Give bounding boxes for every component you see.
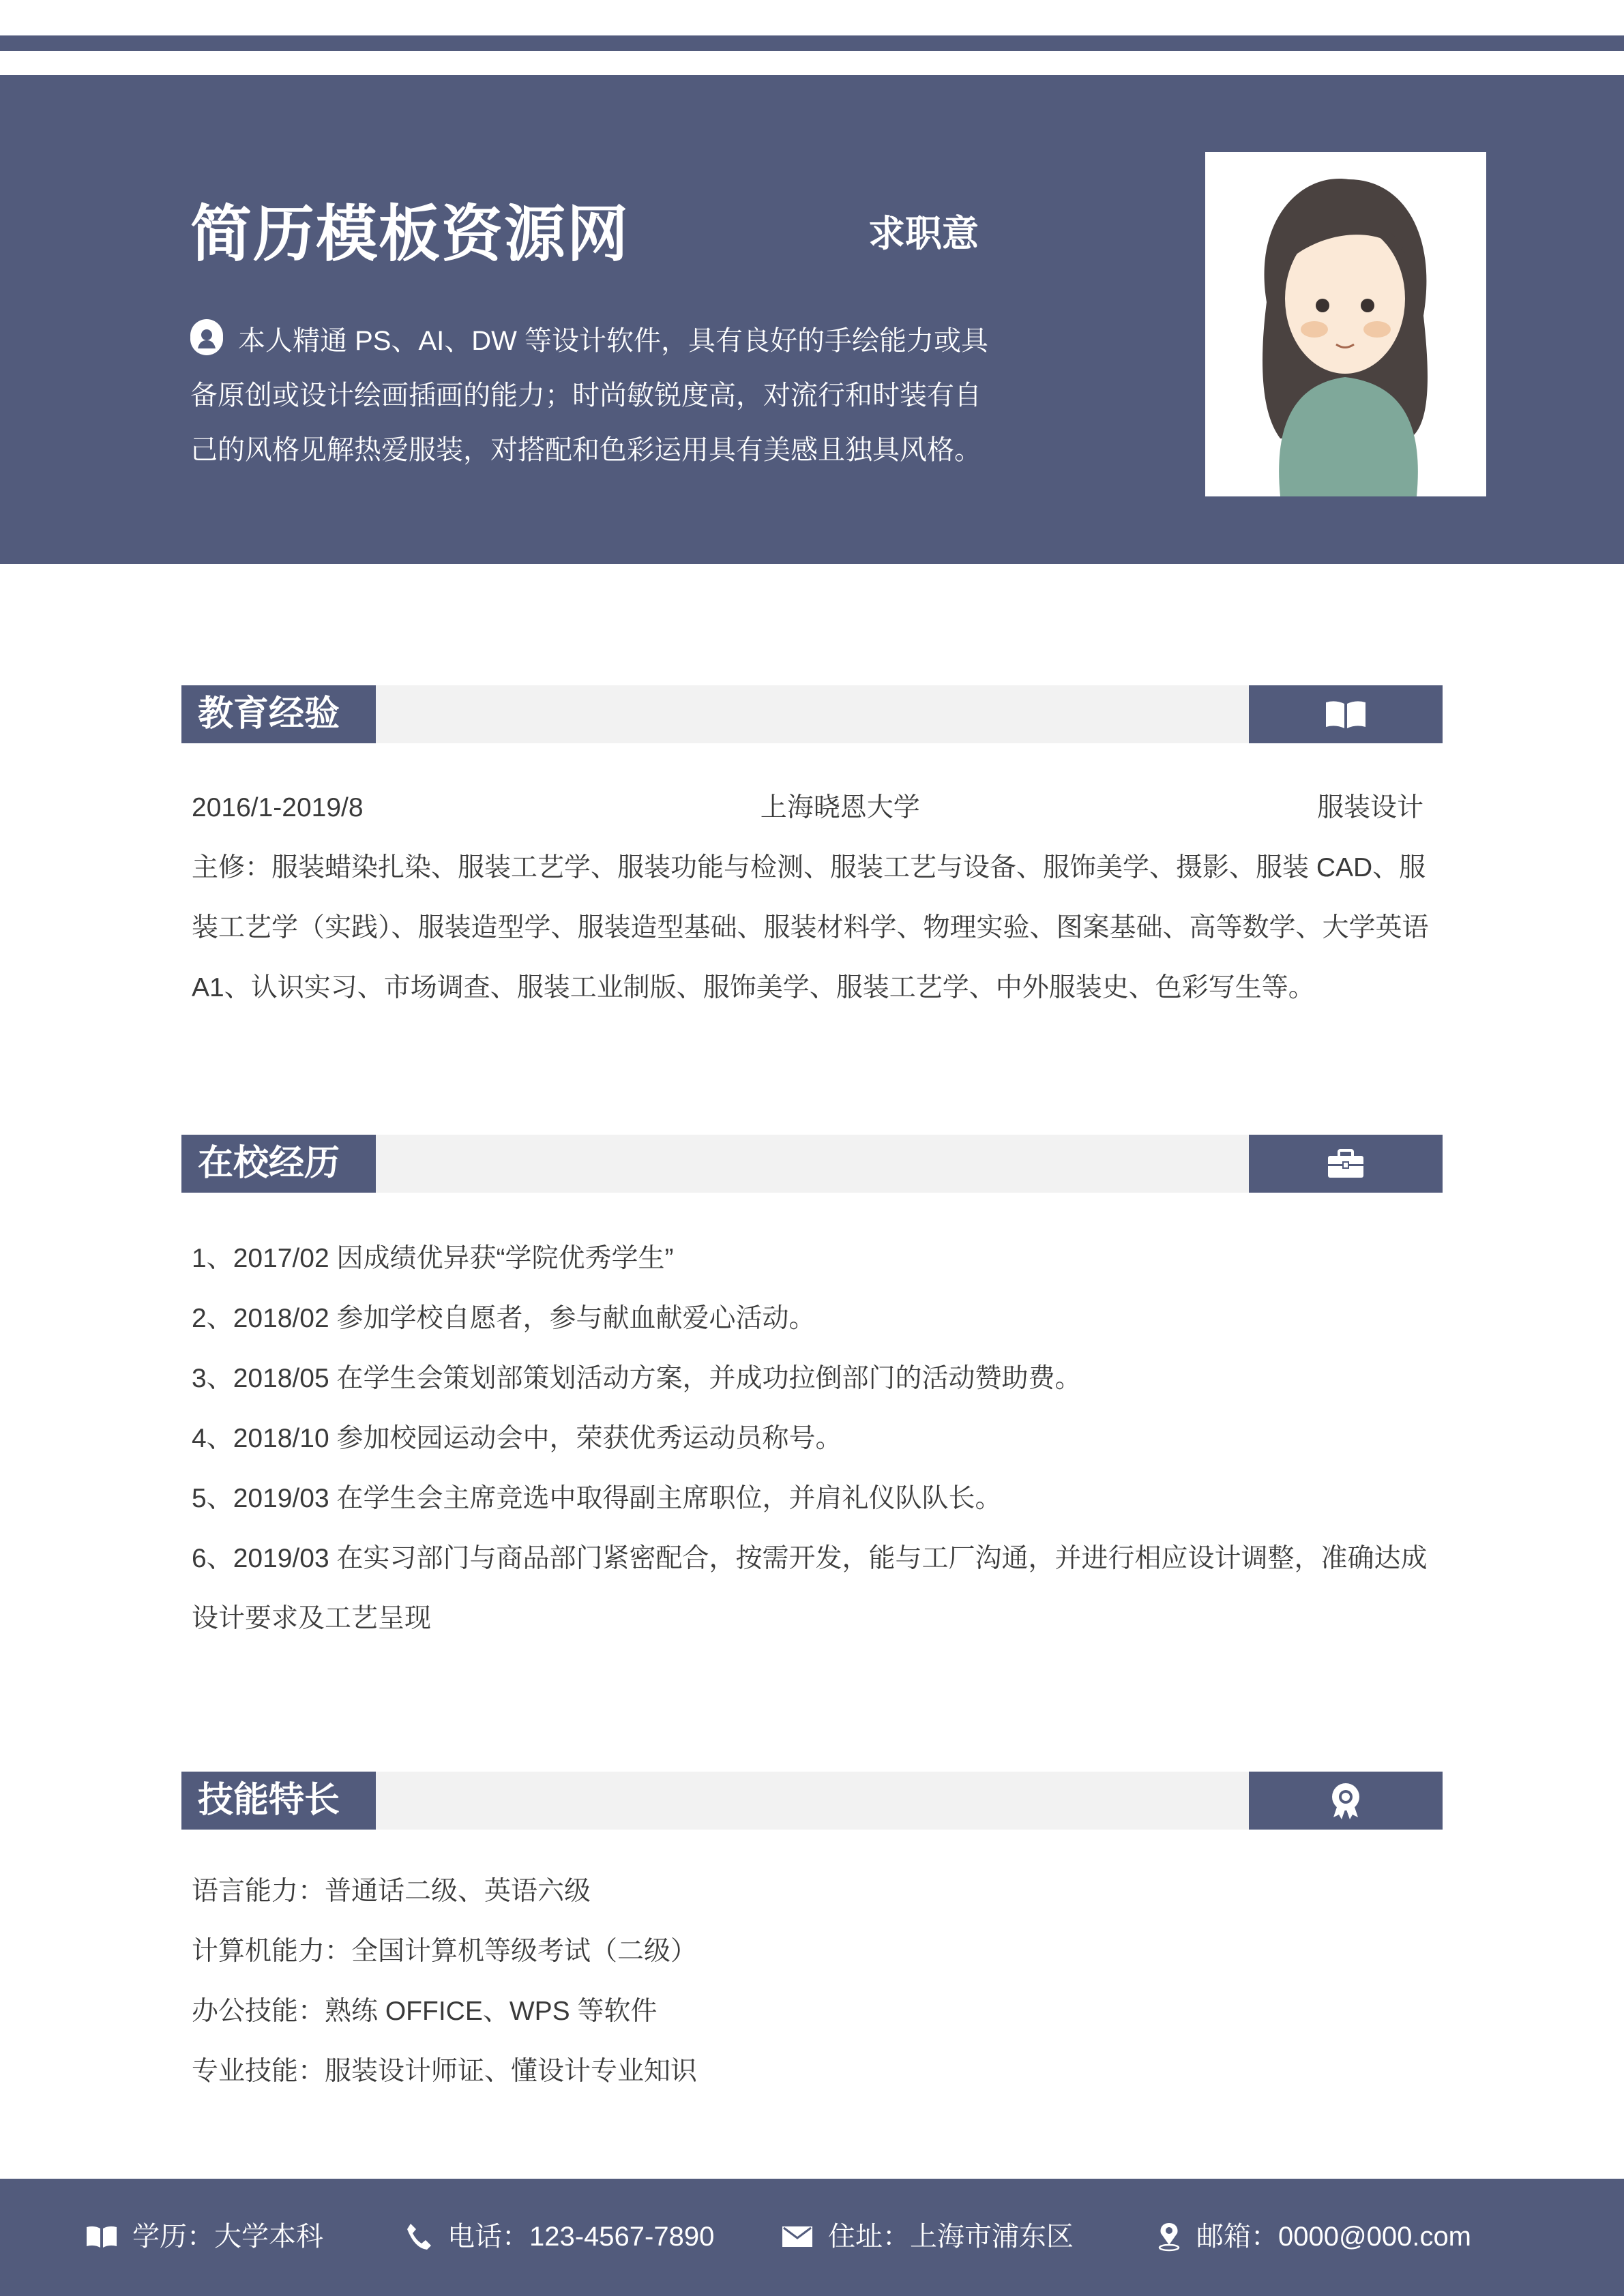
education-text: 学历：大学本科 — [132, 2222, 323, 2252]
briefcase-icon — [1249, 1135, 1443, 1193]
email-text: 邮箱：0000@000.com — [1196, 2222, 1472, 2252]
resume-name: 简历模板资源网 — [190, 200, 630, 269]
section-title: 技能特长 — [181, 1772, 376, 1830]
summary-text: 本人精通 PS、AI、DW 等设计软件，具有良好的手绘能力或具备原创或设计绘画插画的能力；时尚敏锐度高，对流行和时装有自己的风格见解热爱服装，对搭配和色彩运用具有美感且独具风格。 — [190, 326, 989, 465]
list-item: 计算机能力：全国计算机等级考试（二级） — [192, 1937, 698, 1966]
summary — [190, 314, 995, 477]
education-row — [192, 778, 1423, 838]
list-item: 2、2018/02 参加学校自愿者，参与献血献爱心活动。 — [192, 1304, 816, 1333]
top-accent-bar — [0, 35, 1624, 51]
footer-phone — [405, 2220, 714, 2254]
section-title: 在校经历 — [181, 1135, 376, 1193]
campus-list — [192, 1229, 1440, 1649]
footer-address — [782, 2220, 1074, 2254]
award-icon — [1249, 1772, 1443, 1830]
list-item: 4、2018/10 参加校园运动会中，荣获优秀运动员称号。 — [192, 1424, 842, 1453]
profile-photo — [1205, 152, 1486, 496]
location-pin-icon — [1157, 2222, 1181, 2252]
mail-icon — [782, 2226, 813, 2248]
list-item: 6、2019/03 在实习部门与商品部门紧密配合，按需开发，能与工厂沟通，并进行相应设计调整，准确达成设计要求及工艺呈现 — [192, 1544, 1428, 1633]
edu-school: 上海晓恩大学 — [760, 793, 920, 822]
book-icon — [1249, 685, 1443, 743]
book-icon — [86, 2225, 117, 2248]
footer-education — [86, 2220, 323, 2254]
skills-section-header — [181, 1772, 1443, 1830]
section-title: 教育经验 — [181, 685, 376, 743]
edu-major: 服装设计 — [1316, 793, 1423, 822]
list-item: 3、2018/05 在学生会策划部策划活动方案，并成功拉倒部门的活动赞助费。 — [192, 1364, 1082, 1393]
contact-footer — [0, 2179, 1624, 2296]
phone-text: 电话：123-4567-7890 — [447, 2222, 715, 2252]
education-section-header — [181, 685, 1443, 743]
edu-courses: 主修：服装蜡染扎染、服装工艺学、服装功能与检测、服装工艺与设备、服饰美学、摄影、服装 CAD、服装工艺学（实践）、服装造型学、服装造型基础、服装材料学、物理实验、图案基础、高等数学、大学英语 A1、认识实习、市场调查、服装工业制版、服饰美学、服装工艺学、中外服装史、色彩写生等。 — [192, 853, 1429, 1002]
job-intent: 求职意 — [868, 213, 979, 254]
skills-list — [192, 1862, 1440, 2102]
list-item: 办公技能：熟练 OFFICE、WPS 等软件 — [192, 1997, 658, 2026]
campus-section-header — [181, 1135, 1443, 1193]
list-item: 1、2017/02 因成绩优异获“学院优秀学生” — [192, 1244, 674, 1273]
footer-email — [1157, 2220, 1471, 2254]
header — [0, 75, 1624, 564]
list-item: 5、2019/03 在学生会主席竞选中取得副主席职位，并肩礼仪队队长。 — [192, 1484, 1002, 1513]
user-icon — [190, 319, 223, 352]
list-item: 专业技能：服装设计师证、懂设计专业知识 — [192, 2057, 698, 2086]
edu-period: 2016/1-2019/8 — [192, 793, 364, 822]
address-text: 住址：上海市浦东区 — [828, 2222, 1074, 2252]
list-item: 语言能力：普通话二级、英语六级 — [192, 1877, 591, 1906]
phone-icon — [405, 2222, 432, 2251]
